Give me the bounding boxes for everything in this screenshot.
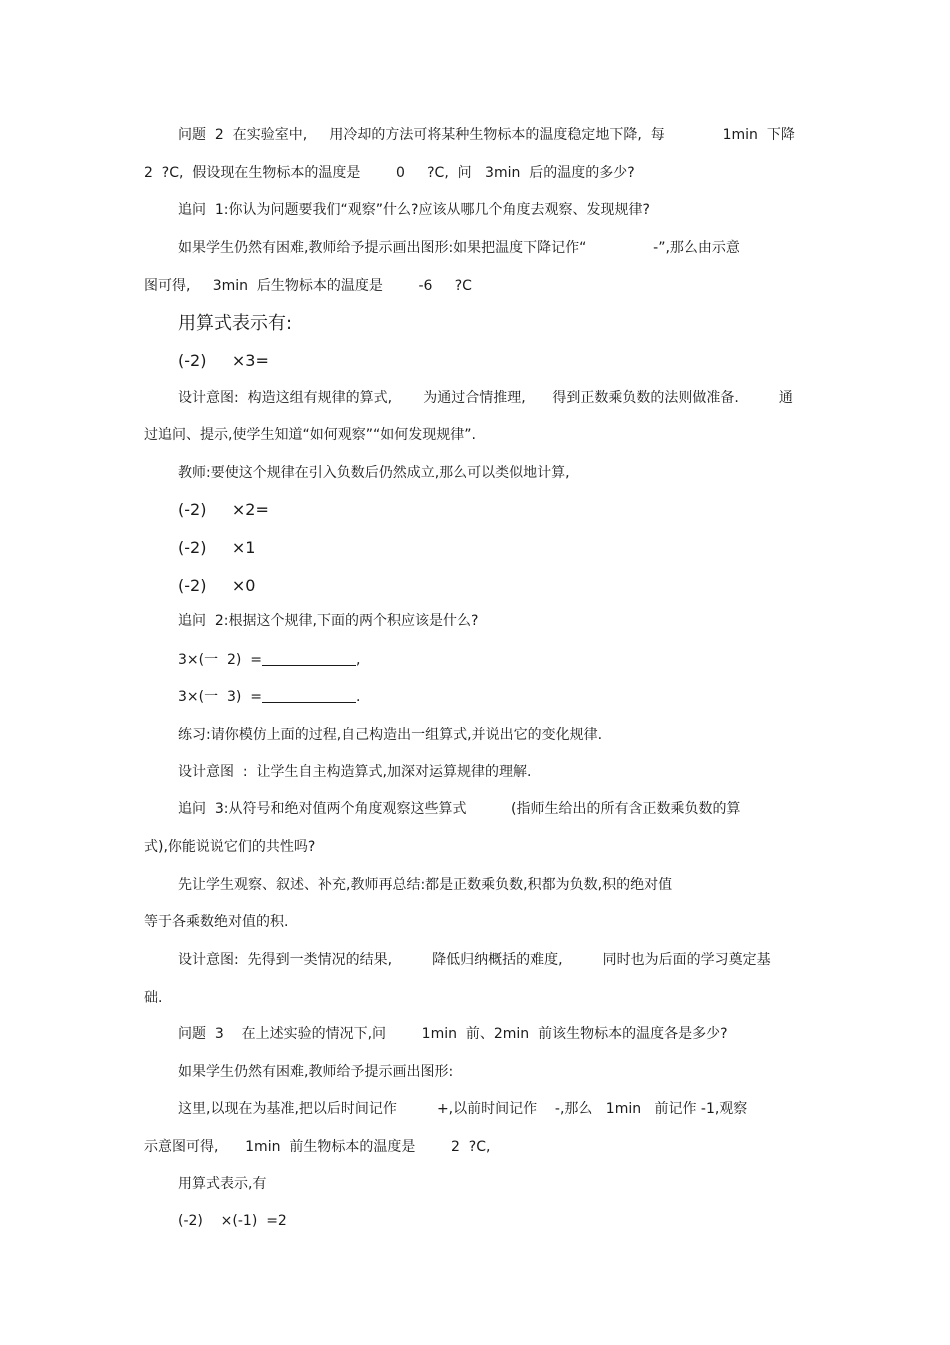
punctuation: . <box>356 689 361 705</box>
text-line: 图可得, 3min 后生物标本的温度是 -6 ?C <box>144 278 472 294</box>
formula-line: (-2) ×1 <box>178 538 256 557</box>
text-line: 追问 1:你认为问题要我们“观察”什么?应该从哪几个角度去观察、发现规律? <box>178 202 650 218</box>
formula-text: 3×(一 3) = <box>178 689 262 705</box>
text-line: 如果学生仍然有困难,教师给予提示画出图形: <box>178 1064 454 1080</box>
text-line: 问题 2 在实验室中, 用冷却的方法可将某种生物标本的温度稳定地下降, 每 1min 下降 <box>178 127 795 143</box>
text-line: 设计意图 : 让学生自主构造算式,加深对运算规律的理解. <box>178 764 532 780</box>
text-line: 设计意图: 构造这组有规律的算式, 为通过合情推理, 得到正数乘负数的法则做准备. 通 <box>178 390 793 406</box>
text-line: 如果学生仍然有困难,教师给予提示画出图形:如果把温度下降记作“ -”,那么由示意 <box>178 240 740 256</box>
text-line: 追问 2:根据这个规律,下面的两个积应该是什么? <box>178 613 479 629</box>
text-line: 等于各乘数绝对值的积. <box>144 914 289 930</box>
fill-blank-line <box>178 688 360 706</box>
text-line: 追问 3:从符号和绝对值两个角度观察这些算式 (指师生给出的所有含正数乘负数的算 <box>178 801 741 817</box>
text-line: 用算式表示有: <box>178 313 293 334</box>
text-line: 先让学生观察、叙述、补充,教师再总结:都是正数乘负数,积都为负数,积的绝对值 <box>178 877 673 893</box>
text-line: 用算式表示,有 <box>178 1176 267 1192</box>
text-line: 过追问、提示,使学生知道“如何观察”“如何发现规律”. <box>144 427 476 443</box>
punctuation: , <box>356 652 361 668</box>
answer-blank <box>262 651 356 666</box>
text-line: 练习:请你模仿上面的过程,自己构造出一组算式,并说出它的变化规律. <box>178 727 603 743</box>
answer-blank <box>262 688 356 703</box>
text-line: 设计意图: 先得到一类情况的结果, 降低归纳概括的难度, 同时也为后面的学习奠定基 <box>178 952 771 968</box>
text-line: 这里,以现在为基准,把以后时间记作 +,以前时间记作 -,那么 1min 前记作 -1,观察 <box>178 1101 748 1117</box>
formula-text: 3×(一 2) = <box>178 652 262 668</box>
text-line: 础. <box>144 990 163 1006</box>
text-line: 示意图可得, 1min 前生物标本的温度是 2 ?C, <box>144 1139 491 1155</box>
formula-line: (-2) ×(-1) =2 <box>178 1213 287 1229</box>
formula-line: (-2) ×3= <box>178 351 269 370</box>
text-line: 2 ?C, 假设现在生物标本的温度是 0 ?C, 问 3min 后的温度的多少? <box>144 165 635 181</box>
text-line: 式),你能说说它们的共性吗? <box>144 839 316 855</box>
formula-line: (-2) ×2= <box>178 500 269 519</box>
text-line: 教师:要使这个规律在引入负数后仍然成立,那么可以类似地计算, <box>178 465 570 481</box>
text-line: 问题 3 在上述实验的情况下,问 1min 前、2min 前该生物标本的温度各是多少? <box>178 1026 728 1042</box>
formula-line: (-2) ×0 <box>178 576 256 595</box>
fill-blank-line <box>178 651 360 669</box>
